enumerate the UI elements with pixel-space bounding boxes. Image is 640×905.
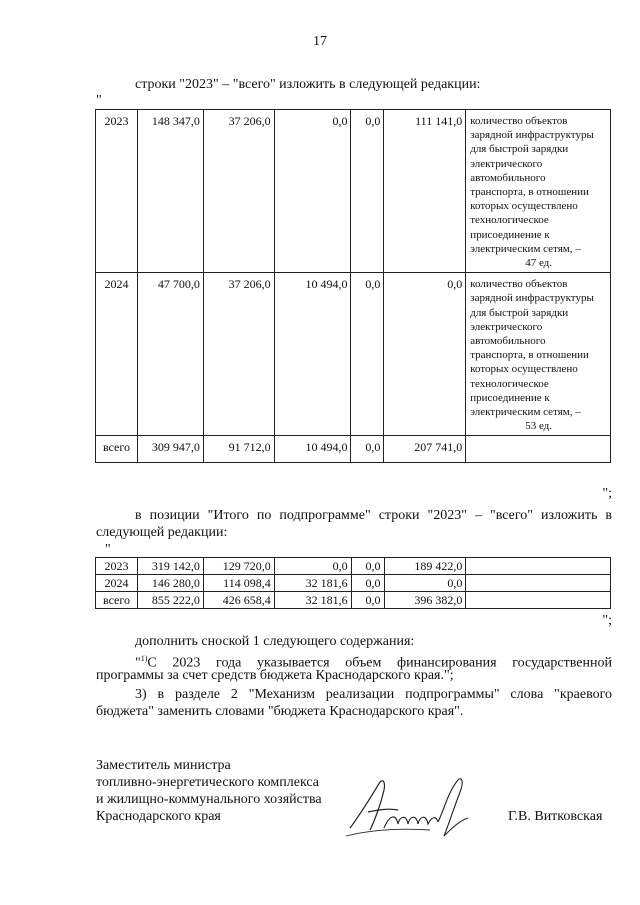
signatory-line-2: топливно-энергетического комплекса <box>96 775 319 790</box>
year-cell: 2023 <box>96 110 138 273</box>
description-line: зарядной инфраструктуры <box>470 292 594 305</box>
amount-cell: 207 741,0 <box>384 436 466 463</box>
table-row <box>96 592 611 609</box>
description-line: 47 ед. <box>525 257 553 270</box>
description-cell <box>466 436 611 463</box>
amount-cell: 0,0 <box>351 110 384 273</box>
description-line: которых осуществлено <box>470 200 578 213</box>
amount-cell: 10 494,0 <box>274 273 351 436</box>
description-line: электрического <box>470 320 543 333</box>
item3-line1: 3) в разделе 2 "Механизм реализации подпрограммы" слова "краевого <box>135 687 612 702</box>
amount-cell: 319 142,0 <box>137 558 203 575</box>
description-cell <box>466 273 611 436</box>
amount-cell: 32 181,6 <box>274 592 351 609</box>
amount-cell: 309 947,0 <box>137 436 203 463</box>
description-cell <box>466 558 611 575</box>
description-line: присоединение к <box>470 228 550 241</box>
description-cell <box>466 110 611 273</box>
table-2-open-quote: " <box>105 542 111 557</box>
table-row <box>96 273 611 436</box>
table-1-close-quote: "; <box>602 486 612 501</box>
amount-cell: 426 658,4 <box>203 592 274 609</box>
description-line: электрическим сетям, – <box>470 406 581 419</box>
description-line: количество объектов <box>470 115 568 127</box>
amount-cell: 37 206,0 <box>203 110 274 273</box>
paragraph-itogo-line2: следующей редакции: <box>96 525 228 540</box>
signatory-line-1: Заместитель министра <box>96 758 231 773</box>
amount-cell: 114 098,4 <box>203 575 274 592</box>
footnote-line2: программы за счет средств бюджета Краснодарского края."; <box>96 668 454 683</box>
description-line: количество объектов <box>470 278 568 291</box>
footnote-open-quote: " <box>135 655 141 671</box>
description-line: 53 ед. <box>525 420 553 433</box>
amount-cell: 111 141,0 <box>384 110 466 273</box>
description-line: электрического <box>470 157 543 170</box>
item3-line2: бюджета" заменить словами "бюджета Краснодарского края". <box>96 704 464 719</box>
amount-cell: 47 700,0 <box>137 273 203 436</box>
table-row <box>96 436 611 463</box>
description-line: которых осуществлено <box>470 363 578 376</box>
description-cell <box>466 592 611 609</box>
year-cell: 2024 <box>96 273 138 436</box>
description-line: присоединение к <box>470 391 550 404</box>
amount-cell: 91 712,0 <box>203 436 274 463</box>
year-cell: всего <box>96 592 138 609</box>
amount-cell: 148 347,0 <box>137 110 203 273</box>
amount-cell: 0,0 <box>274 558 351 575</box>
page-number: 17 <box>313 34 327 49</box>
description-line: автомобильного <box>470 335 546 348</box>
amount-cell: 10 494,0 <box>274 436 351 463</box>
amount-cell: 0,0 <box>351 558 384 575</box>
description-line: транспорта, в отношении <box>470 349 589 362</box>
table-2 <box>95 557 611 609</box>
amount-cell: 0,0 <box>351 575 384 592</box>
year-cell: 2024 <box>96 575 138 592</box>
amount-cell: 0,0 <box>274 110 351 273</box>
intro-text: строки "2023" – "всего" изложить в следующей редакции: <box>135 77 481 92</box>
handwritten-signature <box>340 770 480 845</box>
description-line: автомобильного <box>470 171 546 184</box>
table-row <box>96 110 611 273</box>
amount-cell: 0,0 <box>351 273 384 436</box>
amount-cell: 0,0 <box>384 273 466 436</box>
description-line: электрическим сетям, – <box>470 242 581 255</box>
amount-cell: 0,0 <box>351 436 384 463</box>
footnote-text: С 2023 года указывается объем финансирования государственной <box>147 655 612 671</box>
signatory-title <box>96 757 322 825</box>
amount-cell: 0,0 <box>351 592 384 609</box>
footnote-marker: 1) <box>140 654 148 663</box>
description-line: технологическое <box>470 214 549 227</box>
amount-cell: 32 181,6 <box>274 575 351 592</box>
amount-cell: 855 222,0 <box>137 592 203 609</box>
signatory-line-4: Краснодарского края <box>96 809 221 824</box>
table-2-close-quote: "; <box>602 613 612 628</box>
signatory-line-3: и жилищно-коммунального хозяйства <box>96 792 322 807</box>
table-row <box>96 558 611 575</box>
table-1 <box>95 109 611 463</box>
description-cell <box>466 575 611 592</box>
description-line: для быстрой зарядки <box>470 306 569 319</box>
amount-cell: 37 206,0 <box>203 273 274 436</box>
description-line: для быстрой зарядки <box>470 143 569 156</box>
amount-cell: 189 422,0 <box>384 558 466 575</box>
description-line: транспорта, в отношении <box>470 186 589 199</box>
footnote-intro: дополнить сноской 1 следующего содержания: <box>135 634 415 649</box>
amount-cell: 129 720,0 <box>203 558 274 575</box>
signatory-name: Г.В. Витковская <box>508 809 603 824</box>
amount-cell: 146 280,0 <box>137 575 203 592</box>
year-cell: 2023 <box>96 558 138 575</box>
paragraph-itogo-line1: в позиции "Итого по подпрограмме" строки "2023" – "всего" изложить в <box>135 508 612 523</box>
table-row <box>96 575 611 592</box>
description-line: технологическое <box>470 377 549 390</box>
open-quote: " <box>96 93 102 108</box>
description-line: зарядной инфраструктуры <box>470 129 594 142</box>
amount-cell: 396 382,0 <box>384 592 466 609</box>
year-cell: всего <box>96 436 138 463</box>
amount-cell: 0,0 <box>384 575 466 592</box>
